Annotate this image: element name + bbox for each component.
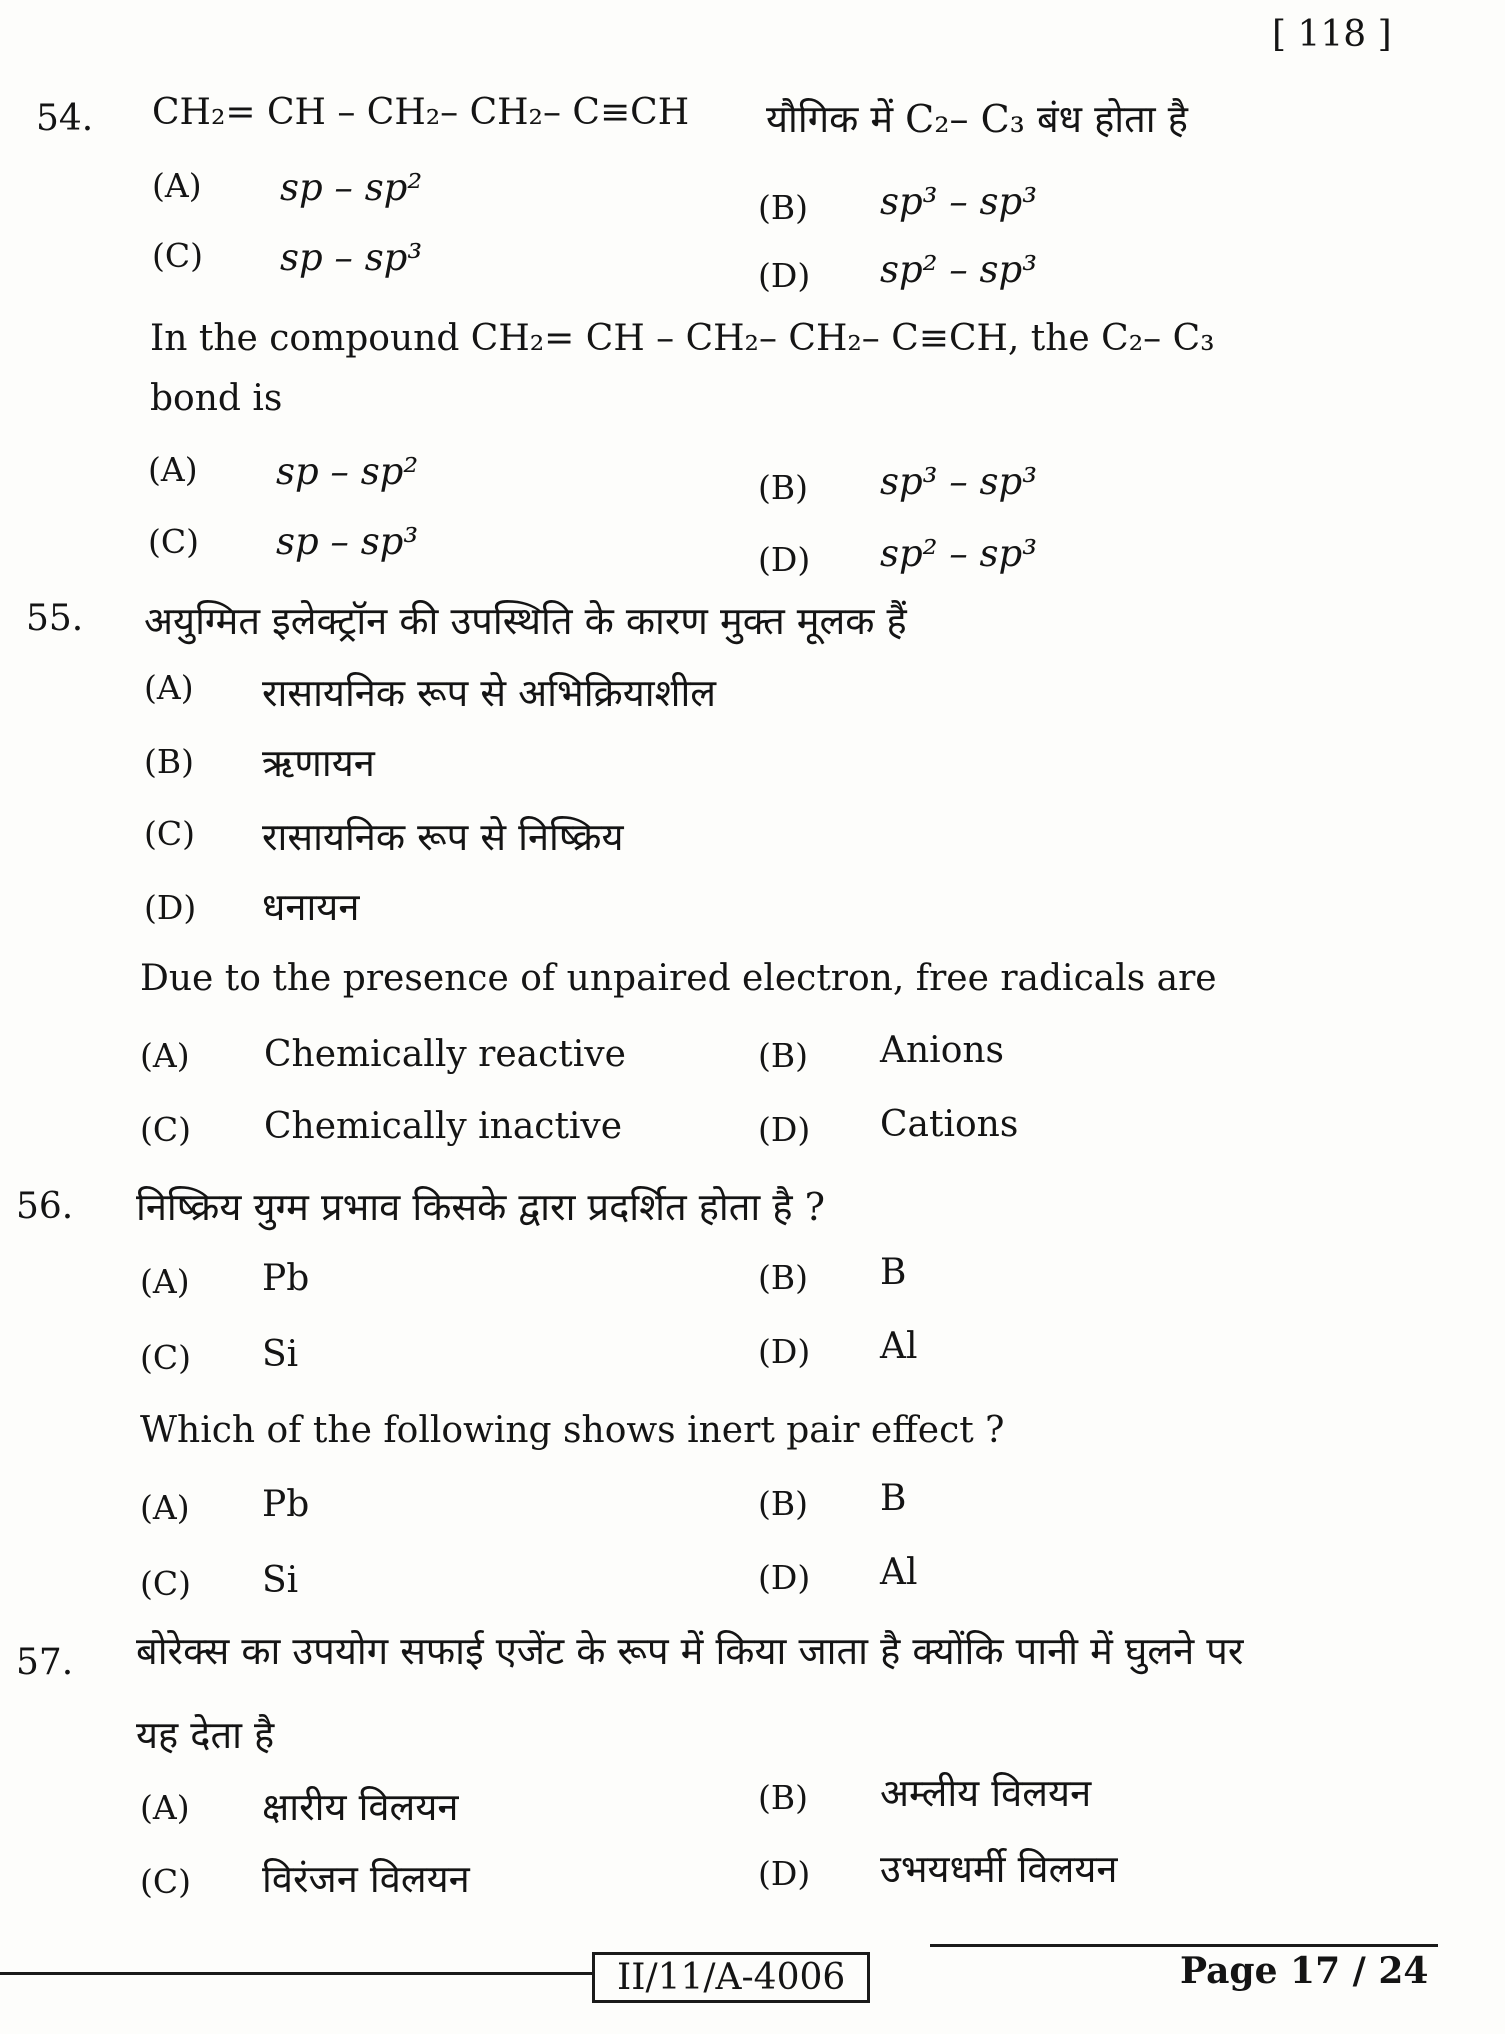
q55-en-option-c-text: Chemically inactive [264, 1106, 623, 1147]
q56-en-option-b-text: B [880, 1478, 907, 1519]
question-55-number: 55. [26, 598, 84, 639]
q56-en-option-d-text: Al [880, 1552, 918, 1593]
question-54-english-line2: bond is [150, 378, 283, 419]
question-56-number: 56. [16, 1186, 74, 1227]
q54-hi-option-b-text: sp³ – sp³ [880, 180, 1038, 223]
q55-hi-option-b-label: (B) [144, 742, 194, 781]
q56-hi-option-b-text: B [880, 1252, 907, 1293]
q56-en-option-a-label: (A) [140, 1488, 190, 1527]
q55-en-option-d-label: (D) [758, 1110, 811, 1149]
question-55-english: Due to the presence of unpaired electron, free radicals are [140, 958, 1217, 999]
q54-en-option-b-label: (B) [758, 468, 808, 507]
q54-en-option-c-label: (C) [148, 522, 199, 561]
q54-en-option-a-text: sp – sp² [276, 450, 419, 493]
question-56-hindi: निष्क्रिय युग्म प्रभाव किसके द्वारा प्रदर्शित होता है ? [136, 1185, 825, 1229]
q57-option-a-text: क्षारीय विलयन [262, 1785, 459, 1829]
question-56-english: Which of the following shows inert pair effect ? [140, 1410, 1005, 1451]
q56-en-option-a-text: Pb [262, 1484, 310, 1525]
q54-hi-option-a-text: sp – sp² [280, 166, 423, 209]
q56-hi-option-d-label: (D) [758, 1332, 811, 1371]
question-57-number: 57. [16, 1642, 74, 1683]
paper-code: II/11/A-4006 [617, 1957, 846, 1998]
q54-en-option-b-text: sp³ – sp³ [880, 460, 1038, 503]
page-number: [ 118 ] [1272, 14, 1392, 55]
q54-en-option-c-text: sp – sp³ [276, 520, 419, 563]
q56-hi-option-a-label: (A) [140, 1262, 190, 1301]
q55-hi-option-c-label: (C) [144, 814, 195, 853]
q57-option-d-text: उभयधर्मी विलयन [880, 1847, 1118, 1891]
q57-option-b-text: अम्लीय विलयन [880, 1771, 1092, 1815]
footer-rule-left [0, 1972, 592, 1975]
q57-option-d-label: (D) [758, 1854, 811, 1893]
q56-hi-option-a-text: Pb [262, 1258, 310, 1299]
q55-hi-option-c-text: रासायनिक रूप से निष्क्रिय [262, 815, 624, 859]
q55-hi-option-d-label: (D) [144, 888, 197, 927]
page-indicator: Page 17 / 24 [1180, 1950, 1429, 1992]
q54-hi-option-a-label: (A) [152, 166, 202, 205]
q55-hi-option-b-text: ऋणायन [262, 741, 375, 785]
q54-en-option-d-label: (D) [758, 540, 811, 579]
q54-hi-option-d-text: sp² – sp³ [880, 248, 1038, 291]
q54-en-option-d-text: sp² – sp³ [880, 532, 1038, 575]
q55-en-option-d-text: Cations [880, 1104, 1019, 1145]
q56-en-option-c-label: (C) [140, 1564, 191, 1603]
q55-en-option-a-text: Chemically reactive [264, 1034, 626, 1075]
q54-hi-option-d-label: (D) [758, 256, 811, 295]
q57-option-a-label: (A) [140, 1788, 190, 1827]
question-57-hindi-line1: बोरेक्स का उपयोग सफाई एजेंट के रूप में किया जाता है क्योंकि पानी में घुलने पर [136, 1629, 1244, 1673]
q54-hi-option-c-text: sp – sp³ [280, 236, 423, 279]
question-55-hindi: अयुग्मित इलेक्ट्रॉन की उपस्थिति के कारण मुक्त मूलक हैं [144, 599, 907, 643]
q55-hi-option-a-text: रासायनिक रूप से अभिक्रियाशील [262, 671, 717, 715]
q56-hi-option-d-text: Al [880, 1326, 918, 1367]
q54-en-option-a-label: (A) [148, 450, 198, 489]
q56-en-option-b-label: (B) [758, 1484, 808, 1523]
q54-hi-option-c-label: (C) [152, 236, 203, 275]
question-57-hindi-line2: यह देता है [136, 1713, 275, 1757]
q57-option-c-text: विरंजन विलयन [262, 1857, 470, 1901]
question-54-number: 54. [36, 98, 94, 139]
paper-code-box [592, 1952, 870, 2003]
q54-hi-option-b-label: (B) [758, 188, 808, 227]
q56-hi-option-c-label: (C) [140, 1338, 191, 1377]
q56-hi-option-b-label: (B) [758, 1258, 808, 1297]
question-54-hindi-formula: CH₂= CH – CH₂– CH₂– C≡CH [152, 92, 690, 133]
q55-hi-option-d-text: धनायन [262, 885, 360, 929]
q55-en-option-c-label: (C) [140, 1110, 191, 1149]
footer-rule-right [930, 1944, 1438, 1947]
q57-option-c-label: (C) [140, 1862, 191, 1901]
q55-en-option-a-label: (A) [140, 1036, 190, 1075]
q57-option-b-label: (B) [758, 1778, 808, 1817]
q56-hi-option-c-text: Si [262, 1334, 299, 1375]
q55-hi-option-a-label: (A) [144, 668, 194, 707]
q55-en-option-b-label: (B) [758, 1036, 808, 1075]
question-54-hindi-text: यौगिक में C₂– C₃ बंध होता है [766, 97, 1188, 141]
question-54-english-line1: In the compound CH₂= CH – CH₂– CH₂– C≡CH, the C₂– C₃ [150, 318, 1215, 359]
q56-en-option-d-label: (D) [758, 1558, 811, 1597]
q55-en-option-b-text: Anions [880, 1030, 1005, 1071]
q56-en-option-c-text: Si [262, 1560, 299, 1601]
